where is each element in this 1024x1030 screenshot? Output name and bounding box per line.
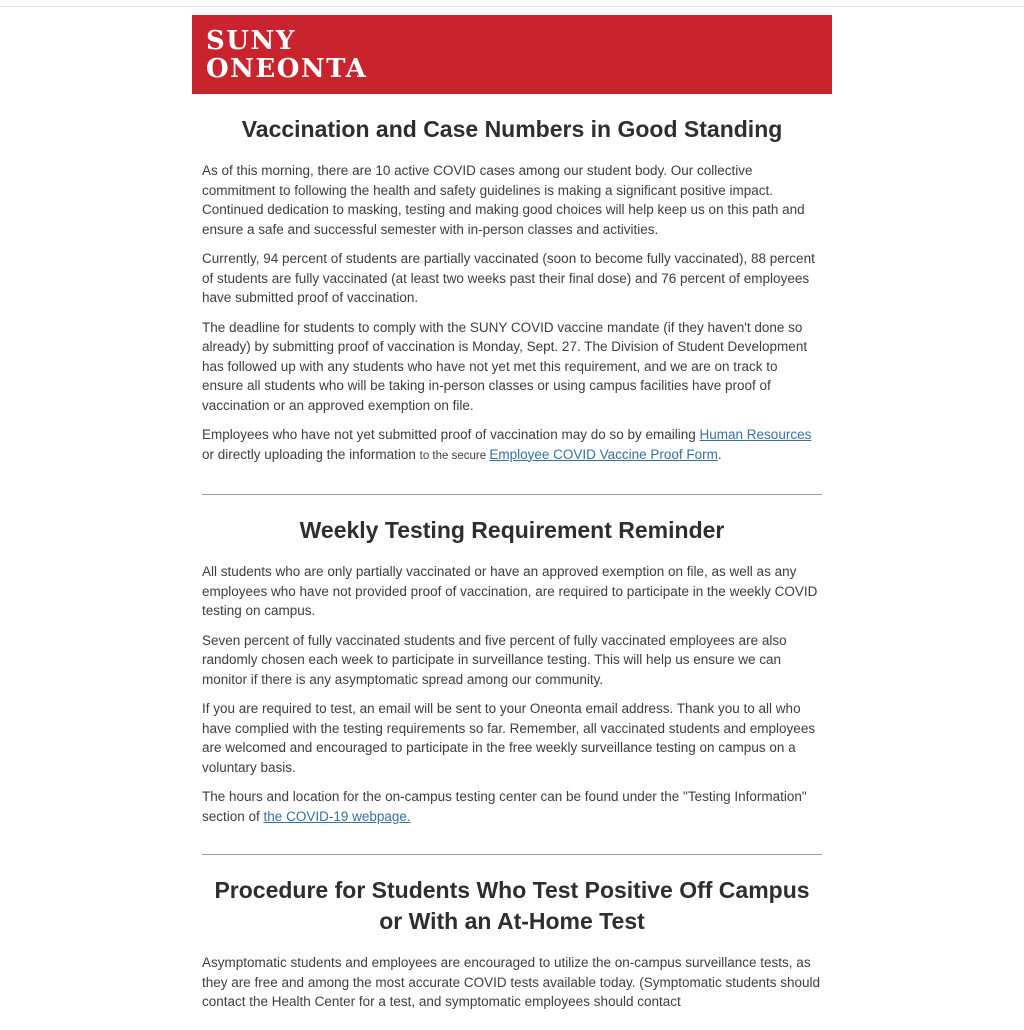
employee-covid-vaccine-proof-form-link[interactable]: Employee COVID Vaccine Proof Form [489, 446, 718, 462]
testing-paragraph-3: If you are required to test, an email will be sent to your Oneonta email address. Thank you to all who have complied with the testing requirements so far. Remember, all vaccinated students and employees are welcomed and encouraged to participate in the free weekly surveillance testing on campus on a voluntary basis. [202, 701, 816, 775]
section-title-vaccination: Vaccination and Case Numbers in Good Standing [241, 116, 783, 142]
section-title-procedure: Procedure for Students Who Test Positive Off Campus or With an At-Home Test [214, 877, 810, 934]
vaccination-paragraph-3: The deadline for students to comply with the SUNY COVID vaccine mandate (if they haven't done so already) by submitting proof of vaccination is Monday, Sept. 27. The Division of Student Development has followed up with any students who have not yet met this requirement, and we are on track to ensure all students who will be taking in-person classes or using campus facilities have proof of vaccination or an approved exemption on file. [202, 319, 808, 413]
logo-line-suny: SUNY [206, 25, 296, 56]
testing-paragraph-2: Seven percent of fully vaccinated students and five percent of fully vaccinated employees are also randomly chosen each week to participate in surveillance testing. This will help us ensure we can monitor if there is any asymptomatic spread among our community. [202, 632, 787, 687]
section-title-testing: Weekly Testing Requirement Reminder [299, 517, 725, 543]
email-body [192, 114, 832, 1012]
email-page [192, 15, 832, 1012]
logo-line-oneonta: ONEONTA [206, 53, 368, 84]
section-divider-1 [202, 494, 822, 495]
section-divider-2 [202, 854, 822, 855]
procedure-paragraph-1: Asymptomatic students and employees are encouraged to utilize the on-campus surveillance tests, as they are free and among the most accurate COVID tests available today. (Symptomatic students should contact the Health Center for a test, and symptomatic employees should contact [202, 955, 821, 1009]
top-divider [0, 6, 1024, 7]
vaccination-paragraph-4 [202, 425, 822, 466]
human-resources-link[interactable]: Human Resources [699, 427, 812, 442]
testing-paragraph-4 [202, 787, 822, 826]
covid19-webpage-link[interactable]: the COVID-19 webpage. [263, 808, 411, 824]
text-segment-small: to the secure [419, 449, 490, 462]
text-segment: The hours and location for the on-campus testing center can be found under the "Testing Information" section of [202, 789, 807, 824]
vaccination-paragraph-2: Currently, 94 percent of students are partially vaccinated (soon to become fully vaccinated), 88 percent of students are fully vaccinated (at least two weeks past their final dose) and 76 percent of employees have submitted proof of vaccination. [202, 251, 815, 305]
text-segment: or directly uploading the information [202, 446, 420, 462]
text-segment: Employees who have not yet submitted proof of vaccination may do so by emailing [202, 427, 700, 442]
suny-oneonta-logo [206, 27, 367, 83]
vaccination-paragraph-1: As of this morning, there are 10 active COVID cases among our student body. Our collective commitment to following the health and safety guidelines is making a significant positive impact. Continued dedication to masking, testing and making good choices will help keep us on this path and ensure a safe and successful semester with in-person classes and activities. [202, 163, 805, 237]
brand-banner [192, 15, 832, 94]
text-segment: . [717, 446, 722, 462]
testing-paragraph-1: All students who are only partially vaccinated or have an approved exemption on file, as well as any employees who have not provided proof of vaccination, are required to participate in the weekly COVID testing on campus. [202, 564, 818, 618]
